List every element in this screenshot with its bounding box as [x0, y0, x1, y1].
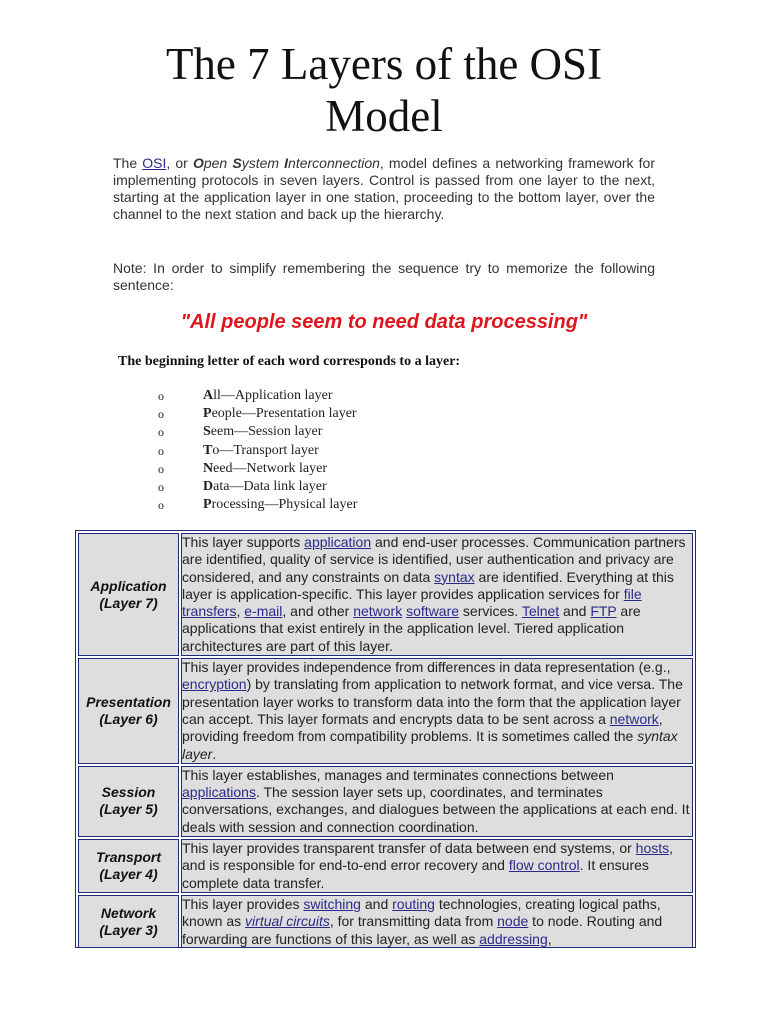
list-bullet-icon: o: [158, 461, 164, 476]
layer-name-cell: [78, 839, 179, 893]
description-text: ,: [236, 603, 245, 620]
layer-number: (Layer 5): [99, 801, 158, 818]
layer-description: [182, 896, 692, 948]
mnemonic-item: [158, 496, 357, 514]
title-line-1: The 7 Layers of the OSI: [165, 39, 603, 89]
term-link[interactable]: FTP: [590, 603, 617, 620]
list-bullet-icon: o: [158, 407, 164, 422]
layer-description-cell: [181, 658, 693, 764]
interconnection-initial: I: [284, 155, 289, 171]
mnemonic-item: [158, 478, 357, 496]
term-link[interactable]: software: [406, 603, 460, 620]
description-text: , and is responsible for end-to-end error recovery and: [182, 840, 674, 874]
layer-description-cell: [181, 533, 693, 656]
description-text: technologies, creating logical paths, known as: [182, 895, 661, 930]
layer-name: Transport: [95, 848, 162, 865]
osi-layers-table: [75, 530, 696, 948]
mnemonic-item: [158, 423, 357, 441]
term-link[interactable]: node: [497, 913, 529, 930]
layer-name: Presentation: [86, 693, 171, 710]
mnemonic-initial: P: [203, 497, 212, 513]
description-text: and: [559, 603, 591, 620]
page-title: [0, 38, 768, 142]
layer-name-cell: [78, 533, 179, 656]
term-link[interactable]: network: [353, 603, 403, 620]
open-word: [193, 155, 380, 171]
mnemonic-text: ll—Application layer: [213, 388, 333, 403]
mnemonic-initial: A: [203, 388, 214, 403]
list-bullet-icon: o: [158, 443, 164, 458]
layer-row-session: [78, 766, 693, 837]
description-text: . It ensures complete data transfer.: [182, 857, 649, 891]
mnemonic-text: eed—Network layer: [213, 460, 328, 476]
layer-number: (Layer 7): [99, 594, 158, 611]
description-text: to node. Routing and forwarding are functions of this layer, as well as: [182, 913, 663, 947]
mnemonic-initial: T: [203, 442, 213, 458]
layer-description-cell: [181, 839, 693, 893]
layer-description: [182, 534, 692, 655]
system-initial: S: [232, 155, 242, 171]
description-text: . The session layer sets up, coordinates, and terminates conversations, exchanges, and dialogues between the applications at each end. It deals with session and connection coordination.: [182, 784, 690, 835]
description-text: ,: [547, 930, 552, 947]
term-link[interactable]: e-mail: [244, 603, 283, 620]
description-text: and end-user processes. Communication partners are identified, quality of service is identified, user authentication and privacy are considered, and any constraints on data: [182, 534, 686, 585]
mnemonic-item: [158, 442, 357, 460]
term-link[interactable]: virtual circuits: [245, 913, 330, 930]
intro-text: , model defines a networking framework for implementing protocols in seven layers. Control is passed from one layer to the next, starting at the application layer in one station, proceeding to the bottom layer, over the channel to the next station and back up the hierarchy.: [113, 155, 655, 222]
mnemonic-item: [158, 387, 357, 405]
layer-description: [182, 767, 692, 836]
intro-text: The: [113, 155, 143, 171]
list-bullet-icon: o: [158, 498, 164, 513]
mnemonic-text: rocessing—Physical layer: [211, 497, 358, 513]
mnemonic-text: ata—Data link layer: [213, 478, 327, 494]
mnemonic-initial: N: [203, 460, 214, 476]
mnemonic-initial: P: [203, 406, 212, 422]
term-link[interactable]: applications: [182, 784, 256, 801]
layer-name: Network: [100, 904, 157, 921]
term-link[interactable]: switching: [303, 895, 361, 912]
term-link[interactable]: syntax: [434, 568, 475, 585]
layer-name: Session: [101, 784, 156, 801]
mnemonic-text: eem—Session layer: [210, 424, 323, 440]
description-text: are applications that exist entirely in the application level. Tiered application architectures are part of this layer.: [182, 603, 641, 654]
mnemonic-item: [158, 460, 357, 478]
layer-description-cell: [181, 895, 693, 948]
description-text: and: [360, 895, 393, 912]
term-link[interactable]: routing: [392, 895, 435, 912]
layer-description-cell: [181, 766, 693, 837]
mnemonic-item: [158, 405, 357, 423]
description-text: services.: [459, 603, 522, 620]
layer-description: [182, 840, 692, 892]
mnemonic-initial: D: [203, 478, 214, 494]
layer-number: (Layer 6): [99, 710, 158, 727]
layer-name: Application: [90, 577, 167, 594]
layer-name-cell: [78, 766, 179, 837]
layer-number: (Layer 3): [99, 921, 158, 938]
mnemonic-sentence: "All people seem to need data processing": [180, 311, 588, 333]
layer-description: [182, 659, 692, 763]
osi-link[interactable]: OSI: [142, 155, 167, 171]
description-text: This layer establishes, manages and terminates connections between: [182, 766, 614, 783]
description-text: This layer provides transparent transfer of data between end systems, or: [182, 840, 636, 857]
note-paragraph: Note: In order to simplify remembering the sequence try to memorize the following sentence:: [113, 260, 655, 293]
layer-name-cell: [78, 658, 179, 764]
description-text: This layer supports: [182, 534, 305, 550]
description-text: , and other: [282, 603, 354, 620]
mnemonic-text: eople—Presentation layer: [211, 406, 357, 422]
description-text: This layer provides: [182, 895, 304, 912]
layer-row-network: [78, 895, 693, 948]
term-link[interactable]: network: [609, 710, 659, 727]
open-rest: pen: [203, 155, 233, 171]
term-link[interactable]: addressing: [479, 930, 548, 947]
mnemonic-initial: S: [203, 424, 211, 440]
description-text: ) by translating from application to network format, and vice versa. The presentation layer works to transform data into the form that the application layer can accept. This layer formats and encrypts data to be sent across a: [182, 676, 683, 727]
term-link[interactable]: application: [304, 534, 372, 550]
intro-paragraph: [113, 155, 655, 223]
open-initial: O: [192, 155, 204, 171]
mnemonic-text: o—Transport layer: [212, 442, 319, 458]
list-bullet-icon: o: [158, 425, 164, 440]
layer-row-application: [78, 533, 693, 656]
description-text: .: [212, 745, 217, 762]
term-link[interactable]: file transfers: [182, 585, 642, 620]
term-link[interactable]: flow control: [508, 857, 580, 874]
layer-row-presentation: [78, 658, 693, 764]
mnemonic-list: [158, 387, 357, 514]
interconnection-rest: nterconnection: [288, 155, 380, 171]
mnemonic-lead: The beginning letter of each word corresponds to a layer:: [118, 354, 461, 369]
term-link[interactable]: Telnet: [521, 603, 560, 620]
description-text: , for transmitting data from: [329, 913, 498, 930]
description-text: are identified. Everything at this layer is application-specific. This layer provides application services for: [182, 568, 674, 602]
description-text: , providing freedom from compatibility problems. It is sometimes called the: [182, 710, 663, 745]
term-link[interactable]: hosts: [635, 840, 670, 857]
emphasis-text: syntax layer: [182, 728, 678, 762]
term-link[interactable]: encryption: [182, 676, 247, 693]
title-line-2: Model: [325, 91, 443, 141]
layer-row-transport: [78, 839, 693, 893]
layer-number: (Layer 4): [99, 865, 158, 882]
layer-name-cell: [78, 895, 179, 948]
description-text: This layer provides independence from differences in data representation (e.g.,: [182, 659, 671, 676]
list-bullet-icon: o: [158, 479, 164, 494]
system-rest: ystem: [241, 155, 285, 171]
list-bullet-icon: o: [158, 389, 164, 403]
intro-text: , or: [166, 155, 193, 171]
